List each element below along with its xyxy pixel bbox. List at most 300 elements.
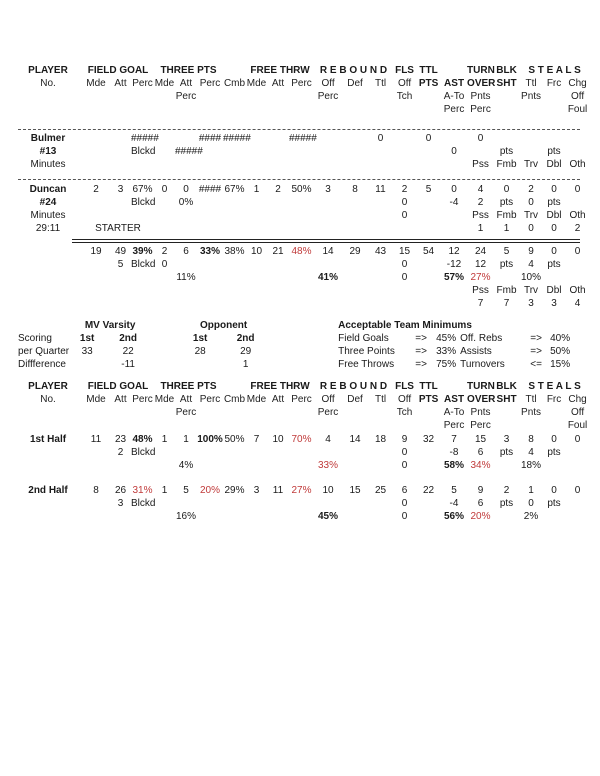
opp-q2-score: 29: [240, 346, 252, 357]
minimum-value: 40%: [550, 333, 571, 344]
stat-cell-fg-att: 3: [117, 184, 124, 195]
stat-cell-fg-perc: 48%: [132, 434, 153, 445]
stat-cell-turnover: Pnts: [470, 91, 491, 102]
stat-cell-fouls: 0: [401, 210, 408, 221]
stat-cell-steals-frc: Dbl: [546, 285, 562, 296]
stat-cell-ft-perc: 48%: [291, 246, 312, 257]
stat-cell-steals-ttl: 8: [528, 434, 534, 445]
stat-cell-fouls: 9: [401, 434, 408, 445]
stat-cell-steals-chg: Oth: [569, 285, 586, 296]
stat-cell-steals-ttl: 2%: [523, 511, 539, 522]
stat-cell-steals-ttl: 4: [528, 259, 534, 270]
stat-cell-ttl-pts: 5: [425, 184, 432, 195]
stat-cell-fg-att: 49: [114, 246, 127, 257]
stat-cell-ast: 5: [451, 485, 457, 496]
stat-cell-steals-frc: Frc: [546, 78, 562, 89]
stat-cell-reb-off: 10: [322, 485, 334, 496]
stat-cell-blk-sht: pts: [499, 146, 514, 157]
empty-cell: [14, 459, 175, 472]
stats-header-bottom: [14, 380, 590, 432]
stat-cell-3p-made: THREE PTS: [160, 381, 217, 392]
empty-cell: [197, 90, 314, 103]
stat-cell-ft-att: 10: [272, 434, 284, 445]
stat-cell-turnover: Pss: [472, 159, 489, 170]
empty-cell: [494, 459, 519, 472]
stat-cell-steals-frc: 0: [551, 246, 557, 257]
stat-cell-blk-sht: pts: [499, 498, 514, 509]
stat-cell-fg-perc: Perc: [132, 394, 153, 405]
stat-cell-turnover: OVER: [467, 78, 496, 89]
minimum-value: 75%: [436, 359, 457, 370]
empty-cell: [223, 64, 246, 77]
minimum-value: 50%: [550, 346, 571, 357]
stat-cell-ast: 57%: [443, 272, 464, 283]
stat-cell-steals-frc: 0: [551, 434, 557, 445]
stat-cell-ast: 7: [451, 434, 457, 445]
empty-cell: [441, 64, 467, 77]
mv-q2-score: 22: [122, 346, 134, 357]
team-minimums-block: [338, 319, 574, 371]
stat-cell-ft-perc: 70%: [291, 434, 312, 445]
stat-cell-steals-ttl: 18%: [520, 460, 541, 471]
stat-cell-ft-made: 10: [250, 246, 263, 257]
empty-cell: [154, 446, 393, 459]
stat-cell-ast: -4: [449, 197, 459, 208]
stat-cell-reb-off: 14: [322, 246, 334, 257]
stat-cell-turnover: 0: [477, 133, 484, 144]
stat-cell-player: Bulmer: [30, 133, 66, 144]
stat-cell-turnover: 9: [477, 485, 484, 496]
empty-cell: [416, 258, 441, 271]
stat-cell-3p-made: Mde: [154, 78, 175, 89]
stat-cell-ft-perc: 50%: [291, 184, 312, 195]
stat-cell-turnover: 4: [477, 184, 484, 195]
player-row-duncan: [14, 183, 590, 235]
stat-cell-3p-made: 1: [161, 434, 168, 445]
empty-cell: [342, 459, 393, 472]
second-half-row: [14, 484, 590, 523]
empty-cell: [494, 419, 565, 432]
stat-cell-3p-att: 0%: [178, 197, 194, 208]
stat-cell-reb-ttl: Ttl: [374, 78, 387, 89]
stat-cell-fg-perc: 67%: [132, 184, 153, 195]
stat-cell-reb-off: Perc: [317, 91, 339, 102]
stat-cell-3p-perc: 20%: [199, 485, 220, 496]
stat-cell-ast: -4: [449, 498, 459, 509]
stat-cell-3p-att: 11%: [176, 272, 196, 283]
minimum-stat-label: Three Points: [338, 346, 395, 357]
stat-cell-steals-frc: Dbl: [546, 159, 562, 170]
stat-cell-turnover: 27%: [470, 272, 491, 283]
stat-cell-turnover: 15: [474, 434, 487, 445]
stat-cell-fg-made: STARTER: [95, 223, 141, 234]
stat-cell-ft-made: 3: [253, 485, 260, 496]
stat-cell-blk-sht: pts: [499, 259, 514, 270]
stat-cell-fg-att: 23: [114, 434, 127, 445]
stat-cell-fg-att: Att: [114, 394, 127, 405]
empty-cell: [342, 510, 393, 523]
empty-cell: [154, 132, 197, 145]
stat-cell-ast: 58%: [443, 460, 464, 471]
stat-cell-fg-made: 11: [90, 434, 102, 445]
stat-cell-turnover: 34%: [470, 460, 491, 471]
stat-cell-blk-sht: Fmb: [496, 159, 517, 170]
empty-cell: [154, 196, 175, 209]
stat-cell-cmb-perc: 50%: [224, 434, 245, 445]
stat-cell-fouls: FLS: [395, 381, 414, 392]
minimum-operator: =>: [530, 333, 542, 344]
empty-cell: [416, 510, 441, 523]
stat-cell-turnover: 2: [477, 197, 484, 208]
stat-cell-3p-att: 0: [183, 184, 189, 195]
minimum-operator: =>: [530, 346, 542, 357]
empty-cell: [565, 497, 590, 510]
empty-cell: [14, 284, 467, 297]
stat-cell-ast: 0: [451, 184, 457, 195]
stat-cell-ft-att: Att: [271, 78, 285, 89]
stat-cell-steals-chg: Chg: [568, 394, 587, 405]
empty-cell: [82, 196, 131, 209]
stat-cell-ast: -8: [449, 447, 459, 458]
stat-cell-ttl-pts: TTL: [419, 65, 438, 76]
first-half-row-table: [14, 433, 590, 472]
stat-cell-ast: AST: [444, 394, 465, 405]
stat-cell-turnover: TURN: [467, 65, 495, 76]
stat-cell-ft-att: Att: [271, 394, 285, 405]
stat-cell-3p-made: 0: [161, 259, 168, 270]
stat-cell-ast: Perc: [443, 420, 465, 431]
stat-cell-fg-perc: Blckd: [131, 197, 156, 208]
stat-cell-cmb-perc: 38%: [224, 246, 245, 257]
stat-cell-blk-sht: pts: [499, 447, 514, 458]
empty-cell: [178, 358, 222, 371]
empty-cell: [543, 510, 590, 523]
empty-cell: [494, 103, 565, 116]
stat-cell-fg-att: 26: [114, 485, 127, 496]
minimum-stat-label: Free Throws: [338, 359, 395, 370]
empty-cell: [151, 345, 178, 358]
stat-cell-ast: 0: [451, 146, 457, 157]
minimum-operator: <=: [530, 359, 542, 370]
stat-cell-fg-att: 3: [117, 498, 124, 509]
empty-cell: [494, 271, 519, 284]
stat-cell-fg-made: 2: [93, 184, 99, 195]
empty-cell: [494, 406, 519, 419]
empty-cell: [543, 406, 565, 419]
stat-cell-3p-att: 16%: [175, 511, 196, 522]
stat-cell-steals-ttl: 2: [528, 184, 534, 195]
empty-cell: [543, 90, 565, 103]
empty-cell: [14, 446, 110, 459]
stat-cell-steals-chg: Foul: [567, 104, 588, 115]
stat-cell-steals-ttl: Ttl: [525, 78, 537, 89]
stat-cell-ttl-pts: TTL: [419, 381, 438, 392]
minimum-stat-label: Field Goals: [338, 333, 389, 344]
stat-cell-blk-sht: pts: [499, 197, 514, 208]
stat-cell-steals-frc: pts: [547, 498, 561, 509]
minimum-stat-label: Assists: [460, 346, 492, 357]
stat-cell-reb-def: 8: [352, 184, 358, 195]
stat-cell-reb-ttl: 11: [375, 184, 386, 195]
empty-cell: [342, 271, 393, 284]
stat-cell-fg-perc: Blckd: [131, 498, 156, 509]
empty-cell: [519, 145, 543, 158]
stat-cell-reb-off: Off: [321, 394, 335, 405]
opp-q1-header: 1st: [192, 333, 208, 344]
stat-cell-blk-sht: BLK: [496, 65, 517, 76]
minimum-value: 15%: [550, 359, 571, 370]
stat-cell-reb-def: Def: [347, 78, 363, 89]
empty-cell: [14, 90, 175, 103]
stat-cell-3p-perc: 33%: [199, 246, 220, 257]
stat-cell-steals-chg: Oth: [569, 210, 586, 221]
empty-cell: [82, 145, 131, 158]
stat-cell-cmb-perc: 29%: [224, 485, 245, 496]
stat-cell-reb-off: R E B O U N D: [319, 381, 388, 392]
stats-header-top: [14, 64, 590, 116]
stat-cell-player: PLAYER: [28, 65, 68, 76]
stat-cell-steals-ttl: Trv: [523, 159, 539, 170]
stat-cell-3p-att: Perc: [175, 407, 197, 418]
stat-cell-cmb-perc: 67%: [224, 184, 245, 195]
stat-cell-fouls: 15: [398, 246, 411, 257]
stat-cell-blk-sht: 7: [503, 298, 510, 309]
stat-cell-ft-made: 1: [253, 184, 260, 195]
stat-cell-3p-att: 5: [183, 485, 189, 496]
empty-cell: [175, 258, 393, 271]
stat-cell-fg-perc: Blckd: [131, 146, 156, 157]
empty-cell: [416, 271, 441, 284]
stat-cell-reb-off: R E B O U N D: [319, 65, 388, 76]
stat-cell-player: 1st Half: [29, 434, 67, 445]
stat-cell-player: 2nd Half: [28, 485, 68, 496]
stat-cell-steals-frc: Dbl: [546, 210, 562, 221]
stat-cell-3p-att: Perc: [175, 91, 197, 102]
empty-cell: [494, 510, 519, 523]
quarter-summary-band: [14, 319, 590, 371]
stat-cell-steals-chg: 0: [574, 184, 581, 195]
stat-cell-steals-chg: Chg: [568, 78, 587, 89]
stat-cell-steals-chg: Off: [570, 91, 585, 102]
scoring-row-label: Scoring: [18, 333, 52, 344]
stat-cell-fouls: 0: [401, 259, 408, 270]
stat-cell-turnover: 6: [477, 447, 484, 458]
stat-cell-3p-perc: ####: [198, 133, 222, 144]
opp-diff-value: 1: [242, 359, 249, 370]
empty-cell: [14, 510, 175, 523]
stat-cell-turnover: 20%: [470, 511, 491, 522]
empty-cell: [543, 459, 590, 472]
opp-q1-score: 28: [194, 346, 206, 357]
player-row-duncan-table: [14, 183, 590, 235]
empty-cell: [151, 332, 178, 345]
empty-cell: [565, 258, 590, 271]
empty-cell: [393, 132, 416, 145]
stat-cell-steals-frc: 3: [551, 298, 557, 309]
stat-cell-steals-ttl: 0: [528, 498, 534, 509]
stat-cell-steals-ttl: S T E A L S: [528, 65, 581, 76]
empty-cell: [416, 196, 441, 209]
stat-cell-steals-chg: 2: [574, 223, 581, 234]
empty-cell: [565, 196, 590, 209]
stat-cell-fg-att: Att: [114, 78, 127, 89]
empty-cell: [14, 258, 110, 271]
stat-cell-reb-ttl: 0: [377, 133, 384, 144]
team-minimums-title: Acceptable Team Minimums: [338, 320, 472, 331]
stat-cell-reb-ttl: 25: [374, 485, 387, 496]
quarter-summary-table: [18, 319, 269, 371]
empty-cell: [441, 132, 467, 145]
stat-cell-turnover: TURN: [467, 381, 495, 392]
mv-q2-header: 2nd: [119, 333, 138, 344]
stat-cell-ft-made: Mde: [246, 394, 267, 405]
stat-cell-reb-ttl: 18: [374, 434, 387, 445]
minimum-operator: =>: [415, 333, 427, 344]
team-totals-row: [14, 245, 590, 310]
stat-cell-steals-chg: 0: [574, 434, 581, 445]
stat-cell-blk-sht: 5: [503, 246, 510, 257]
stat-cell-blk-sht: SHT: [496, 394, 517, 405]
stat-cell-fg-made: FIELD GOAL: [87, 65, 149, 76]
stat-cell-ft-perc: Perc: [291, 394, 312, 405]
empty-cell: [565, 446, 590, 459]
stat-cell-fouls: Off: [397, 394, 412, 405]
stat-cell-blk-sht: Fmb: [496, 285, 517, 296]
empty-cell: [342, 406, 393, 419]
stat-cell-cmb-perc: Cmb: [223, 394, 246, 405]
stat-cell-ast: AST: [444, 78, 465, 89]
totals-double-rule: [72, 239, 580, 243]
empty-cell: [223, 380, 246, 393]
stat-cell-player: #13: [39, 146, 57, 157]
opponent-header: Opponent: [200, 320, 248, 331]
empty-cell: [197, 271, 314, 284]
minimum-operator: =>: [415, 359, 427, 370]
stat-cell-ast: A-To: [443, 91, 465, 102]
first-half-row: [14, 433, 590, 472]
stat-cell-3p-att: 4%: [178, 460, 194, 471]
row-divider-dashed-1: [18, 129, 580, 130]
stat-cell-cmb-perc: #####: [223, 133, 251, 144]
stat-cell-steals-chg: 0: [574, 246, 581, 257]
minimum-stat-label: Turnovers: [460, 359, 505, 370]
stat-cell-fg-perc: Perc: [132, 78, 153, 89]
stat-cell-3p-perc: ####: [198, 184, 222, 195]
stat-cell-steals-ttl: Ttl: [525, 394, 537, 405]
empty-cell: [82, 209, 393, 222]
empty-cell: [416, 406, 441, 419]
empty-cell: [14, 245, 82, 258]
minimum-operator: =>: [415, 346, 427, 357]
stats-header-bottom-table: [14, 380, 590, 432]
stat-cell-ttl-pts: 0: [425, 133, 432, 144]
empty-cell: [416, 209, 467, 222]
stat-cell-reb-def: 14: [349, 434, 361, 445]
stat-cell-ttl-pts: PTS: [418, 78, 439, 89]
stat-cell-3p-made: 0: [161, 184, 168, 195]
stat-cell-fouls: FLS: [395, 65, 414, 76]
minimum-value: 45%: [436, 333, 457, 344]
stat-cell-steals-frc: 0: [551, 223, 557, 234]
stat-cell-ft-att: 11: [272, 485, 284, 496]
stat-cell-reb-ttl: 43: [374, 246, 387, 257]
empty-cell: [14, 497, 110, 510]
stat-cell-turnover: 7: [477, 298, 484, 309]
stat-cell-reb-def: 29: [349, 246, 361, 257]
empty-cell: [441, 380, 467, 393]
stat-cell-steals-ttl: Trv: [523, 210, 539, 221]
stat-cell-steals-ttl: 1: [528, 485, 534, 496]
stat-cell-3p-att: 1: [183, 434, 189, 445]
difference-label: Diffference: [18, 359, 66, 370]
team-minimums-table: [338, 332, 574, 371]
stat-cell-turnover: Pnts: [470, 407, 491, 418]
stat-cell-turnover: Perc: [470, 104, 491, 115]
stat-cell-player: 29:11: [35, 223, 61, 234]
minimum-stat-label: Off. Rebs: [460, 333, 503, 344]
player-row-bulmer: [14, 132, 590, 171]
stat-cell-3p-att: Att: [179, 394, 193, 405]
stat-cell-fouls: Tch: [396, 91, 413, 102]
stat-cell-turnover: Perc: [470, 420, 491, 431]
stat-cell-blk-sht: BLK: [496, 381, 517, 392]
stat-cell-player: PLAYER: [28, 381, 68, 392]
stat-cell-blk-sht: 3: [503, 434, 510, 445]
stat-cell-steals-ttl: 9: [528, 246, 534, 257]
empty-cell: [69, 358, 105, 371]
mv-q1-score: 33: [81, 346, 93, 357]
stat-cell-steals-chg: 4: [574, 298, 581, 309]
stat-cell-fg-att: 2: [117, 447, 124, 458]
stat-cell-ft-made: Mde: [246, 78, 267, 89]
stat-cell-3p-made: 2: [161, 246, 168, 257]
empty-cell: [494, 90, 519, 103]
second-half-row-table: [14, 484, 590, 523]
stat-cell-steals-ttl: Pnts: [521, 91, 542, 102]
stat-cell-reb-off: 4: [325, 434, 331, 445]
stat-cell-3p-att: #####: [175, 146, 203, 157]
stat-cell-steals-frc: 0: [551, 184, 557, 195]
empty-cell: [197, 510, 314, 523]
stat-cell-3p-made: THREE PTS: [160, 65, 217, 76]
empty-cell: [14, 271, 175, 284]
stat-cell-player: No.: [40, 78, 56, 89]
mv-diff-value: -11: [121, 359, 135, 370]
stat-cell-ttl-pts: PTS: [418, 394, 439, 405]
stat-cell-player: Minutes: [30, 159, 66, 170]
stat-cell-reb-off: 45%: [317, 511, 338, 522]
stat-cell-reb-def: 15: [349, 485, 361, 496]
stat-cell-fouls: 2: [401, 184, 408, 195]
stat-cell-ft-made: 7: [253, 434, 260, 445]
stat-cell-fouls: 0: [401, 460, 408, 471]
empty-cell: [14, 419, 441, 432]
stat-cell-fg-perc: Blckd: [131, 259, 156, 270]
empty-cell: [154, 222, 467, 235]
stat-cell-reb-off: Perc: [317, 407, 339, 418]
stat-cell-ttl-pts: 54: [422, 246, 435, 257]
stat-cell-steals-ttl: 10%: [520, 272, 541, 283]
stat-cell-ast: 12: [448, 246, 460, 257]
stat-cell-turnover: 6: [477, 498, 484, 509]
stat-cell-3p-att: 6: [183, 246, 189, 257]
stat-cell-reb-off: 3: [325, 184, 331, 195]
stat-cell-steals-frc: 0: [551, 485, 557, 496]
opp-q2-header: 2nd: [236, 333, 255, 344]
stat-cell-turnover: Pss: [472, 285, 489, 296]
stat-cell-turnover: 1: [477, 223, 484, 234]
empty-cell: [14, 103, 441, 116]
